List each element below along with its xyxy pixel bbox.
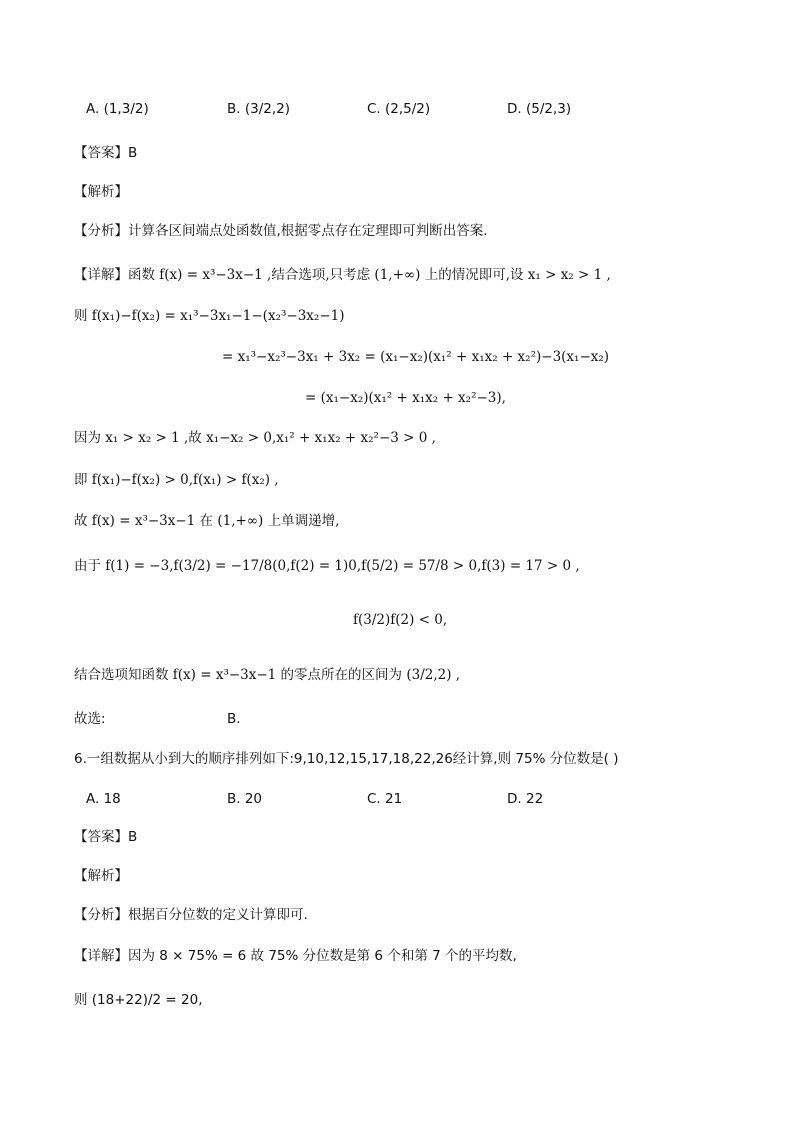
q5-detail-8: 由于 f(1) = −3,f(3/2) = −17/8(0,f(2) = 1)0,f(5/2) = 57/8 > 0,f(3) = 17 > 0 , (74, 558, 580, 574)
q5-detail-4: = (x₁−x₂)(x₁² + x₁x₂ + x₂²−3), (305, 390, 506, 406)
q5-choose-label: 故选: (74, 711, 106, 727)
q6-option-c: C. 21 (367, 791, 403, 807)
q5-detail-9: f(3/2)f(2) < 0, (353, 612, 448, 628)
q5-analysis-heading: 【解析】 (74, 184, 128, 200)
q5-answer: 【答案】B (74, 145, 138, 161)
q6-detail-2: 则 (18+22)/2 = 20, (74, 992, 203, 1008)
q6-question: 6.一组数据从小到大的顺序排列如下:9,10,12,15,17,18,22,26经计算,则 75% 分位数是( ) (74, 751, 619, 767)
q5-choose-value: B. (227, 711, 241, 727)
q5-detail-2: 则 f(x₁)−f(x₂) = x₁³−3x₁−1−(x₂³−3x₂−1) (74, 308, 345, 324)
q5-detail-10: 结合选项知函数 f(x) = x³−3x−1 的零点所在的区间为 (3/2,2) , (74, 667, 461, 683)
q5-option-d: D. (5/2,3) (507, 101, 572, 117)
q5-option-a: A. (1,3/2) (86, 101, 149, 117)
q6-detail-1: 【详解】因为 8 × 75% = 6 故 75% 分位数是第 6 个和第 7 个的平均数, (74, 948, 517, 964)
q5-detail-6: 即 f(x₁)−f(x₂) > 0,f(x₁) > f(x₂) , (74, 472, 279, 488)
q5-detail-3: = x₁³−x₂³−3x₁ + 3x₂ = (x₁−x₂)(x₁² + x₁x₂ + x₂²)−3(x₁−x₂) (222, 349, 610, 365)
q6-option-d: D. 22 (507, 791, 544, 807)
q5-detail-7: 故 f(x) = x³−3x−1 在 (1,+∞) 上单调递增, (74, 513, 340, 529)
q5-analysis: 【分析】计算各区间端点处函数值,根据零点存在定理即可判断出答案. (74, 223, 488, 239)
q6-option-a: A. 18 (86, 791, 121, 807)
q5-option-c: C. (2,5/2) (367, 101, 431, 117)
q6-option-b: B. 20 (227, 791, 263, 807)
q6-analysis: 【分析】根据百分位数的定义计算即可. (74, 907, 308, 923)
q5-detail-5: 因为 x₁ > x₂ > 1 ,故 x₁−x₂ > 0,x₁² + x₁x₂ + x₂²−3 > 0 , (74, 430, 436, 446)
q5-option-b: B. (3/2,2) (227, 101, 290, 117)
q6-analysis-heading: 【解析】 (74, 868, 128, 884)
q5-detail-1: 【详解】函数 f(x) = x³−3x−1 ,结合选项,只考虑 (1,+∞) 上的情况即可,设 x₁ > x₂ > 1 , (74, 267, 611, 283)
q6-answer: 【答案】B (74, 829, 138, 845)
